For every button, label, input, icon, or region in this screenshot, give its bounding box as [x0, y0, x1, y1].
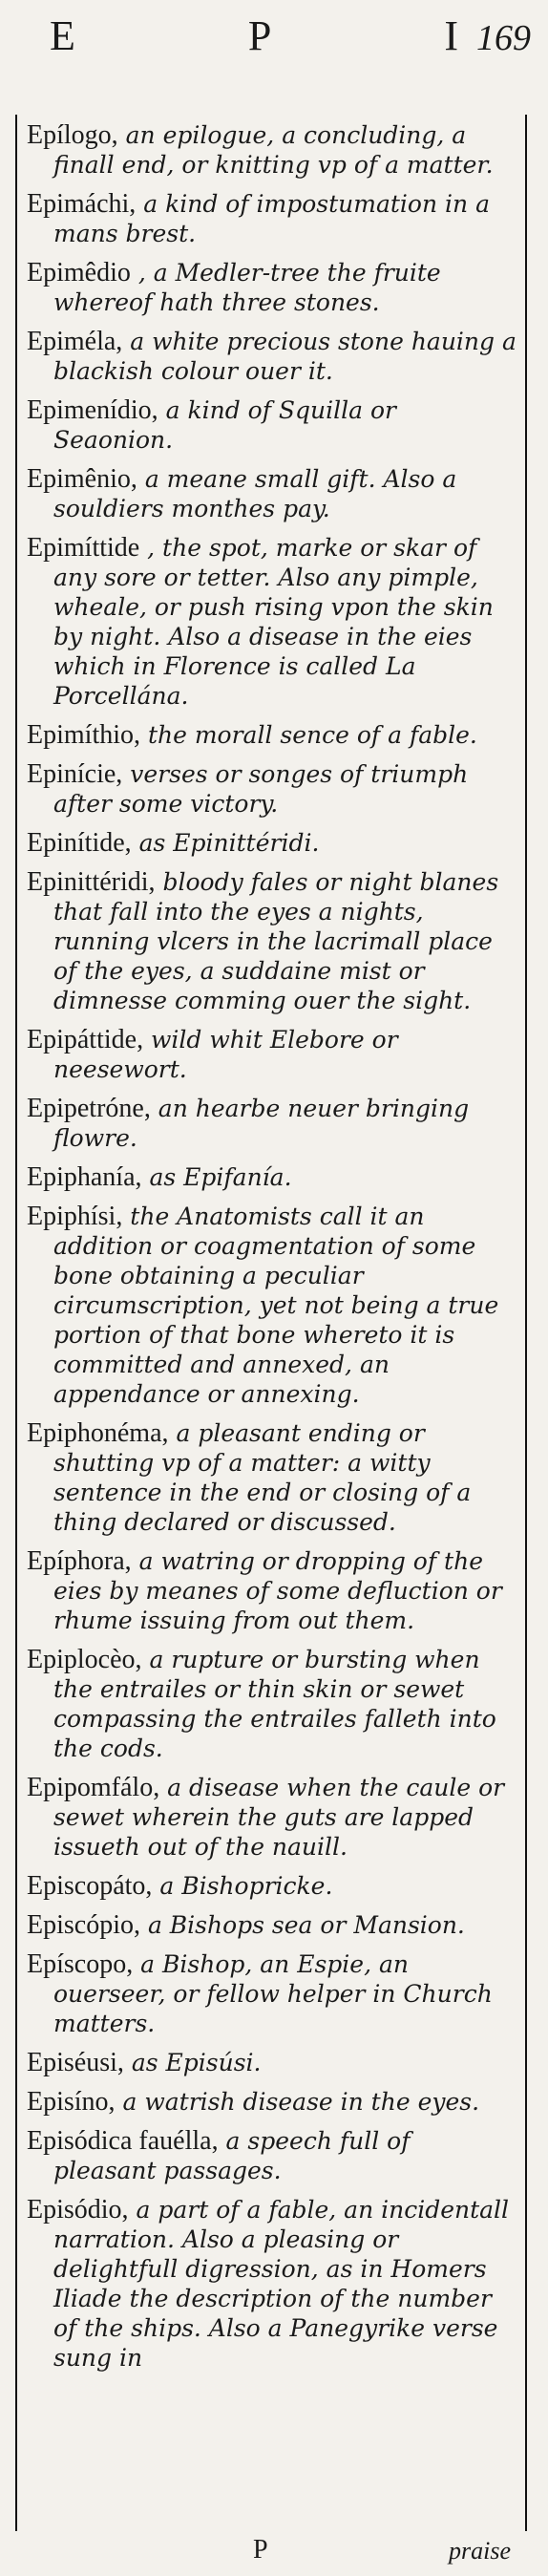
entry-definition: a Bishop, an Espie, an ouerseer, or fellow helper in Church matters. — [53, 1950, 493, 2037]
entry-definition: an hearbe neuer bringing flowre. — [53, 1095, 470, 1152]
entry-column — [15, 115, 527, 2531]
entry-headword: Epiméla, — [27, 327, 123, 356]
dictionary-entry — [27, 2087, 517, 2117]
entry-definition: verses or songes of triumph after some victory. — [53, 760, 469, 818]
entry-definition: as Episúsi. — [123, 2049, 262, 2076]
dictionary-entry — [27, 759, 517, 819]
entry-definition: a kind of impostumation in a mans brest. — [53, 190, 490, 247]
entry-headword: Epimíthio, — [27, 720, 140, 750]
entry-headword: Episódio, — [27, 2195, 129, 2225]
entry-headword: Epimêdio — [27, 258, 131, 287]
entry-definition: an epilogue, a concluding, a finall end, or knitting vp of a matter. — [53, 121, 494, 179]
dictionary-entry — [27, 1162, 517, 1192]
entry-headword: Epiplocèo, — [27, 1645, 142, 1674]
entry-headword: Episódica fauélla, — [27, 2126, 219, 2156]
entry-headword: Episcópio, — [27, 1910, 140, 1940]
entry-definition: a white precious stone hauing a blackish colour ouer it. — [53, 328, 516, 385]
entry-definition: as Epinittéridi. — [131, 829, 320, 857]
entry-definition: a rupture or bursting when the entrailes or thin skin or sewet compassing the entrailes falleth into the cods. — [53, 1646, 496, 1762]
dictionary-entry — [27, 1910, 517, 1940]
entry-definition: , the spot, marke or skar of any sore or tetter. Also any pimple, wheale, or push rising vpon the skin by night. Also a disease in the eies which in Florence is called La Porcellána. — [53, 534, 494, 710]
entry-headword: Epinície, — [27, 759, 123, 789]
entry-definition: a disease when the caule or sewet wherein the guts are lapped issueth out of the nauill. — [53, 1774, 505, 1861]
dictionary-entry — [27, 828, 517, 858]
dictionary-entry — [27, 2126, 517, 2185]
entry-definition: a Bishopricke. — [152, 1872, 333, 1900]
dictionary-entry — [27, 1949, 517, 2038]
entry-headword: Epiphonéma, — [27, 1418, 169, 1448]
catchword: praise — [449, 2537, 511, 2565]
entry-headword: Epimenídio, — [27, 395, 158, 425]
entry-headword: Epipetróne, — [27, 1094, 151, 1123]
dictionary-entry — [27, 867, 517, 1015]
dictionary-entry — [27, 1094, 517, 1153]
dictionary-entry — [27, 533, 517, 711]
running-title — [50, 11, 460, 60]
entry-headword: Epipomfálo, — [27, 1773, 160, 1802]
running-title-letter: I — [444, 12, 460, 59]
entry-headword: Epíscopo, — [27, 1949, 134, 1979]
dictionary-entry — [27, 395, 517, 455]
entry-headword: Epinittéridi, — [27, 867, 156, 897]
running-title-letter: P — [247, 12, 274, 59]
entry-definition: the Anatomists call it an addition or coagmentation of some bone obtaining a peculiar circumscription, yet not being a true portion of that bone whereto it is committed and annexed, an appendance or annexing. — [53, 1203, 499, 1408]
dictionary-entry — [27, 1773, 517, 1862]
entry-headword: Episcopáto, — [27, 1871, 153, 1901]
entry-headword: Episéusi, — [27, 2048, 124, 2077]
entry-headword: Epíphora, — [27, 1546, 132, 1576]
dictionary-entry — [27, 1871, 517, 1901]
entry-definition: a speech full of pleasant passages. — [53, 2127, 411, 2184]
dictionary-entry — [27, 189, 517, 248]
entry-definition: wild whit Elebore or neesewort. — [53, 1026, 398, 1083]
dictionary-entry — [27, 1645, 517, 1763]
entry-definition: , a Medler-tree the fruite whereof hath three stones. — [53, 259, 441, 316]
entry-definition: a kind of Squilla or Seaonion. — [53, 396, 396, 454]
entry-headword: Epimíttide — [27, 533, 140, 563]
dictionary-entry — [27, 2195, 517, 2373]
entry-headword: Epiphísi, — [27, 1202, 123, 1231]
dictionary-entry — [27, 464, 517, 523]
page-number: 169 — [476, 18, 531, 58]
entry-headword: Epílogo, — [27, 120, 118, 150]
entry-headword: Epimáchi, — [27, 189, 137, 219]
entry-definition: a pleasant ending or shutting vp of a matter: a witty sentence in the end or closing of a thing declared or discussed. — [53, 1419, 472, 1536]
entry-definition: the morall sence of a fable. — [140, 721, 477, 749]
dictionary-entry — [27, 720, 517, 750]
entry-definition: a watring or dropping of the eies by meanes of some defluction or rhume issuing from out them. — [53, 1547, 502, 1634]
entry-definition: a meane small gift. Also a souldiers monthes pay. — [53, 465, 457, 522]
entry-headword: Episíno, — [27, 2087, 116, 2117]
dictionary-entry — [27, 1546, 517, 1635]
dictionary-entry — [27, 1025, 517, 1084]
entry-definition: a Bishops sea or Mansion. — [140, 1911, 465, 1939]
entry-headword: Epiphanía, — [27, 1162, 142, 1192]
dictionary-entry — [27, 120, 517, 180]
running-title-letter: E — [50, 12, 77, 59]
running-head — [0, 0, 548, 75]
dictionary-entry — [27, 1418, 517, 1537]
entry-headword: Epimênio, — [27, 464, 137, 494]
entry-definition: as Epifanía. — [141, 1163, 292, 1191]
dictionary-entry — [27, 1202, 517, 1409]
entry-headword: Epinítide, — [27, 828, 132, 858]
dictionary-entry — [27, 2048, 517, 2077]
signature-mark: P — [253, 2535, 268, 2565]
dictionary-entry — [27, 258, 517, 317]
entry-definition: a part of a fable, an incidentall narration. Also a pleasing or delightfull digression, as in Homers Iliade the description of the number of the ships. Also a Panegyrike verse sung in — [53, 2196, 510, 2372]
entry-definition: bloody fales or night blanes that fall into the eyes a nights, running vlcers in the lacrimall place of the eyes, a suddaine mist or dimnesse comming ouer the sight. — [53, 868, 499, 1014]
entry-headword: Epipáttide, — [27, 1025, 144, 1054]
entry-definition: a watrish disease in the eyes. — [115, 2088, 480, 2116]
dictionary-entry — [27, 327, 517, 386]
